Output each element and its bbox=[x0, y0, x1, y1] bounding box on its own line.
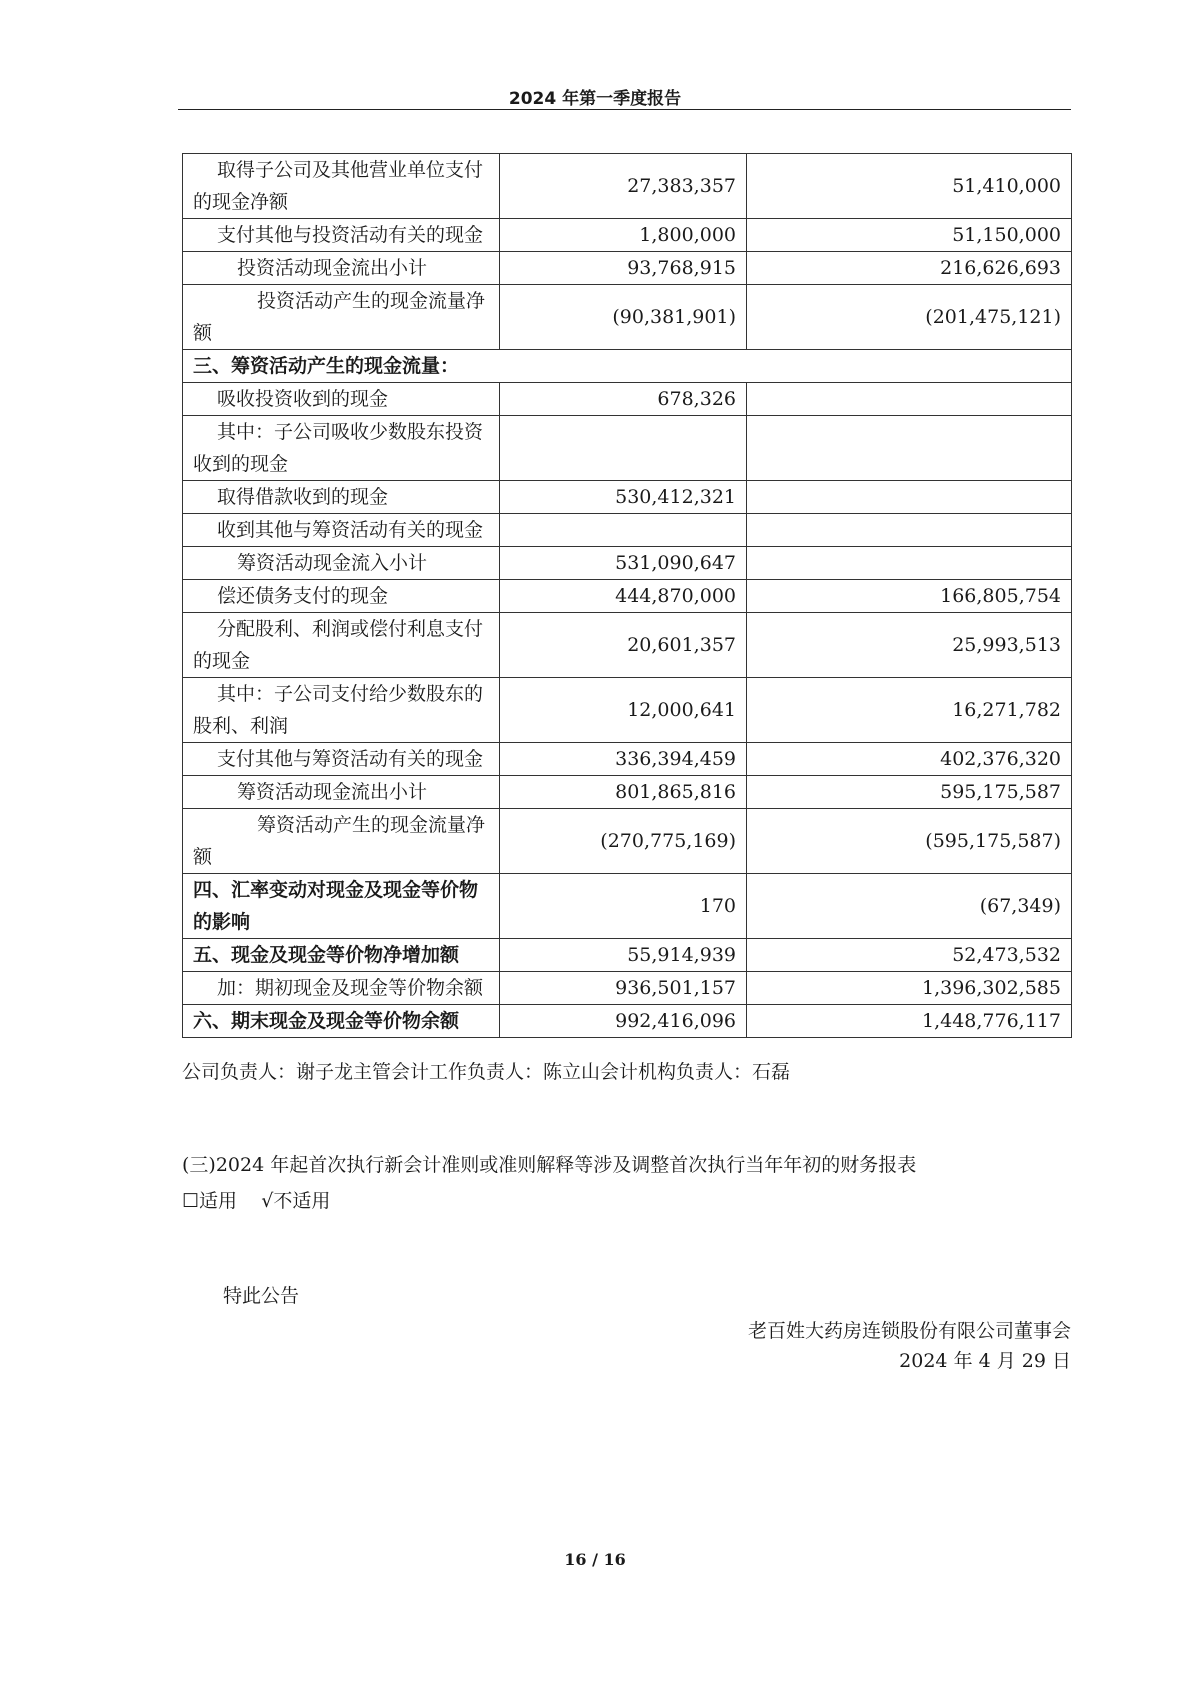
prior-period-value: (201,475,121) bbox=[747, 285, 1072, 350]
header-divider bbox=[178, 109, 1071, 110]
not-applicable-checkbox-label: √不适用 bbox=[261, 1190, 331, 1212]
prior-period-value bbox=[747, 514, 1072, 547]
prior-period-value: 402,376,320 bbox=[747, 743, 1072, 776]
current-period-value: 27,383,357 bbox=[500, 154, 747, 219]
table-row bbox=[183, 580, 1072, 613]
row-label: 分配股利、利润或偿付利息支付的现金 bbox=[183, 613, 500, 678]
row-label: 其中：子公司支付给少数股东的股利、利润 bbox=[183, 678, 500, 743]
page-number: 16 / 16 bbox=[564, 1550, 626, 1569]
table-row bbox=[183, 972, 1072, 1005]
prior-period-value bbox=[747, 383, 1072, 416]
current-period-value bbox=[500, 514, 747, 547]
notice-text: 特此公告 bbox=[223, 1285, 300, 1307]
row-label: 偿还债务支付的现金 bbox=[183, 580, 500, 613]
row-label: 吸收投资收到的现金 bbox=[183, 383, 500, 416]
prior-period-value: 25,993,513 bbox=[747, 613, 1072, 678]
row-label: 五、现金及现金等价物净增加额 bbox=[183, 939, 500, 972]
row-label: 筹资活动现金流入小计 bbox=[183, 547, 500, 580]
row-label: 其中：子公司吸收少数股东投资收到的现金 bbox=[183, 416, 500, 481]
table-row bbox=[183, 874, 1072, 939]
table-row bbox=[183, 252, 1072, 285]
row-label: 取得借款收到的现金 bbox=[183, 481, 500, 514]
prior-period-value bbox=[747, 547, 1072, 580]
current-period-value: 12,000,641 bbox=[500, 678, 747, 743]
table-row bbox=[183, 383, 1072, 416]
table-row bbox=[183, 939, 1072, 972]
current-period-value: 801,865,816 bbox=[500, 776, 747, 809]
table-row bbox=[183, 678, 1072, 743]
prior-period-value bbox=[747, 416, 1072, 481]
board-signature: 老百姓大药房连锁股份有限公司董事会 bbox=[747, 1320, 1071, 1342]
section-heading-cell: 三、筹资活动产生的现金流量： bbox=[183, 350, 1072, 383]
table-row bbox=[183, 613, 1072, 678]
prior-period-value: 51,410,000 bbox=[747, 154, 1072, 219]
current-period-value: 93,768,915 bbox=[500, 252, 747, 285]
prior-period-value: 51,150,000 bbox=[747, 219, 1072, 252]
table-row bbox=[183, 514, 1072, 547]
current-period-value: 678,326 bbox=[500, 383, 747, 416]
table-row bbox=[183, 219, 1072, 252]
row-label: 支付其他与筹资活动有关的现金 bbox=[183, 743, 500, 776]
current-period-value: 530,412,321 bbox=[500, 481, 747, 514]
prior-period-value: (595,175,587) bbox=[747, 809, 1072, 874]
row-label: 加：期初现金及现金等价物余额 bbox=[183, 972, 500, 1005]
row-label: 取得子公司及其他营业单位支付的现金净额 bbox=[183, 154, 500, 219]
current-period-value: (90,381,901) bbox=[500, 285, 747, 350]
applicability-line bbox=[182, 1186, 330, 1213]
current-period-value: 992,416,096 bbox=[500, 1005, 747, 1038]
current-period-value: 936,501,157 bbox=[500, 972, 747, 1005]
prior-period-value: 52,473,532 bbox=[747, 939, 1072, 972]
row-label: 投资活动产生的现金流量净额 bbox=[183, 285, 500, 350]
table-row bbox=[183, 285, 1072, 350]
current-period-value: 20,601,357 bbox=[500, 613, 747, 678]
current-period-value bbox=[500, 416, 747, 481]
table-row bbox=[183, 1005, 1072, 1038]
section-3-heading: (三)2024 年起首次执行新会计准则或准则解释等涉及调整首次执行当年年初的财务报表 bbox=[182, 1154, 917, 1176]
row-label: 筹资活动现金流出小计 bbox=[183, 776, 500, 809]
table-row bbox=[183, 776, 1072, 809]
table-row bbox=[183, 809, 1072, 874]
table-row bbox=[183, 481, 1072, 514]
row-label: 四、汇率变动对现金及现金等价物的影响 bbox=[183, 874, 500, 939]
current-period-value: 336,394,459 bbox=[500, 743, 747, 776]
current-period-value: 1,800,000 bbox=[500, 219, 747, 252]
prior-period-value: 1,396,302,585 bbox=[747, 972, 1072, 1005]
prior-period-value: 595,175,587 bbox=[747, 776, 1072, 809]
table-row bbox=[183, 743, 1072, 776]
prior-period-value: 1,448,776,117 bbox=[747, 1005, 1072, 1038]
current-period-value: 55,914,939 bbox=[500, 939, 747, 972]
row-label: 六、期末现金及现金等价物余额 bbox=[183, 1005, 500, 1038]
table-row bbox=[183, 547, 1072, 580]
prior-period-value: 216,626,693 bbox=[747, 252, 1072, 285]
table-row bbox=[183, 350, 1072, 383]
cash-flow-table-body bbox=[183, 154, 1072, 1038]
applicable-checkbox-label: ☐适用 bbox=[182, 1190, 238, 1212]
table-row bbox=[183, 154, 1072, 219]
announcement-date: 2024 年 4 月 29 日 bbox=[899, 1350, 1071, 1372]
table-row bbox=[183, 416, 1072, 481]
page-header-title: 2024 年第一季度报告 bbox=[508, 89, 682, 109]
prior-period-value bbox=[747, 481, 1072, 514]
prior-period-value: (67,349) bbox=[747, 874, 1072, 939]
current-period-value: 531,090,647 bbox=[500, 547, 747, 580]
prior-period-value: 16,271,782 bbox=[747, 678, 1072, 743]
current-period-value: 444,870,000 bbox=[500, 580, 747, 613]
cash-flow-table bbox=[182, 153, 1072, 1038]
row-label: 筹资活动产生的现金流量净额 bbox=[183, 809, 500, 874]
row-label: 支付其他与投资活动有关的现金 bbox=[183, 219, 500, 252]
row-label: 投资活动现金流出小计 bbox=[183, 252, 500, 285]
responsible-persons-line: 公司负责人：谢子龙主管会计工作负责人：陈立山会计机构负责人：石磊 bbox=[182, 1061, 791, 1083]
current-period-value: 170 bbox=[500, 874, 747, 939]
prior-period-value: 166,805,754 bbox=[747, 580, 1072, 613]
current-period-value: (270,775,169) bbox=[500, 809, 747, 874]
row-label: 收到其他与筹资活动有关的现金 bbox=[183, 514, 500, 547]
